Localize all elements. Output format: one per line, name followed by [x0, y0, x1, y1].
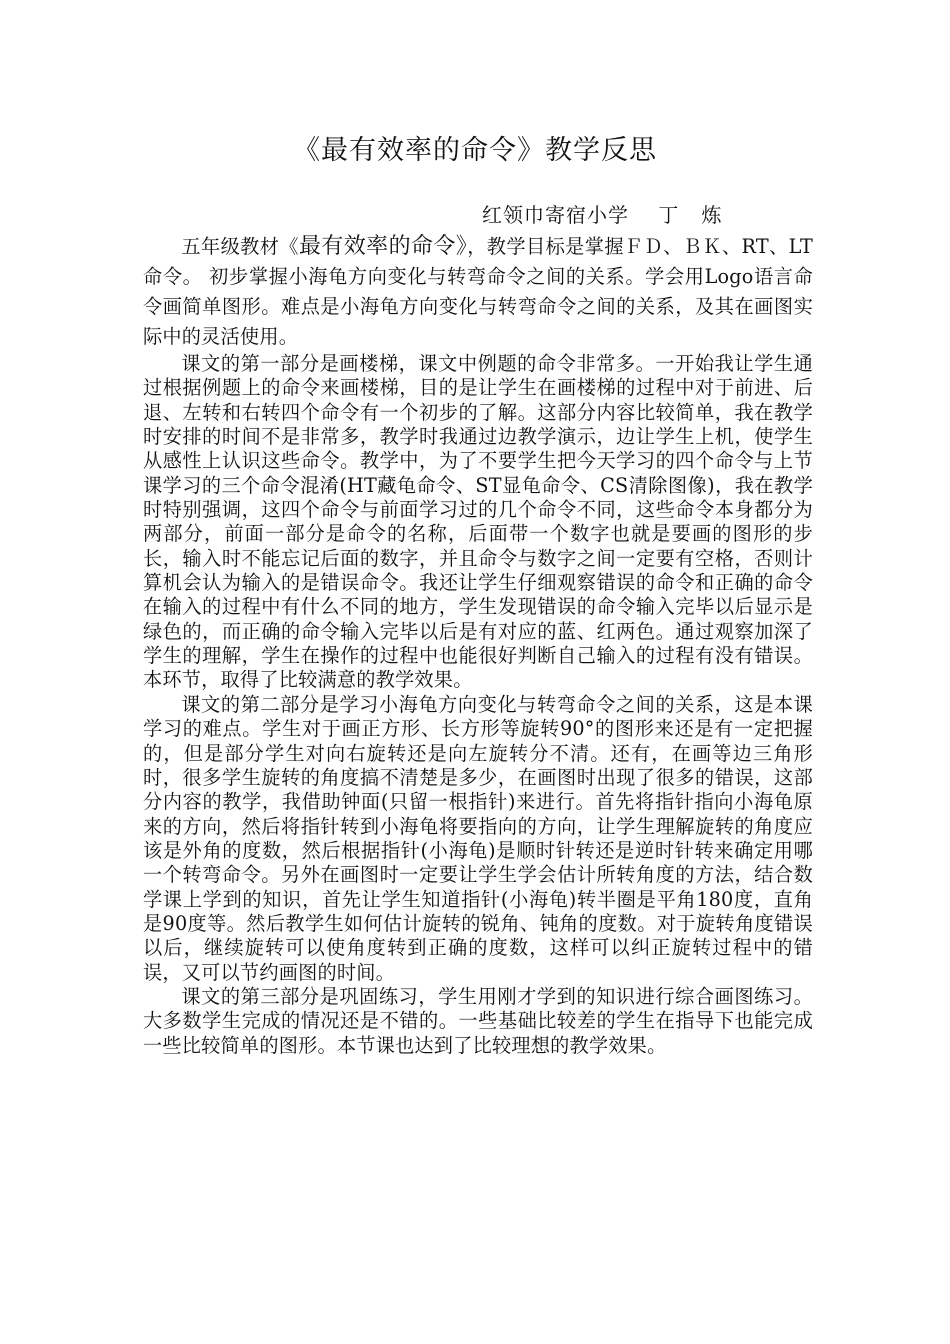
paragraph-part-two: 课文的第二部分是学习小海龟方向变化与转弯命令之间的关系，这是本课学习的难点。学生对于画正方形、长方形等旋转90°的图形来还是有一定把握的，但是部分学生对向右旋转还是向左旋转分不清。还有，在画等边三角形时，很多学生旋转的角度搞不清楚是多少，在画图时出现了很多的错误，这部分内容的教学，我借助钟面(只留一根指针)来进行。首先将指针指向小海龟原来的方向，然后将指针转到小海龟将要指向的方向，让学生理解旋转的角度应该是外角的度数，然后根据指针(小海龟)是顺时针转还是逆时针转来确定用哪一个转弯命令。另外在画图时一定要让学生学会估计所转角度的方法，结合数学课上学到的知识，首先让学生知道指针(小海龟)转半圈是平角180度，直角是90度等。然后教学生如何估计旋转的锐角、钝角的度数。对于旋转角度错误以后，继续旋转可以使角度转到正确的度数，这样可以纠正旋转过程中的错误，又可以节约画图的时间。 [143, 692, 813, 984]
paragraph-part-one: 课文的第一部分是画楼梯，课文中例题的命令非常多。一开始我让学生通过根据例题上的命令来画楼梯，目的是让学生在画楼梯的过程中对于前进、后退、左转和右转四个命令有一个初步的了解。这部分内容比较简单，我在教学时安排的时间不是非常多，教学时我通过边教学演示，边让学生上机，使学生从感性上认识这些命令。教学中，为了不要学生把今天学习的四个命令与上节课学习的三个命令混淆(HT藏龟命令、ST显龟命令、CS清除图像)，我在教学时特别强调，这四个命令与前面学习过的几个命令不同，这些命令本身都分为两部分，前面一部分是命令的名称，后面带一个数字也就是要画的图形的步长，输入时不能忘记后面的数字，并且命令与数字之间一定要有空格，否则计算机会认为输入的是错误命令。我还让学生仔细观察错误的命令和正确的命令在输入的过程中有什么不同的地方，学生发现错误的命令输入完毕以后显示是绿色的，而正确的命令输入完毕以后是有对应的蓝、红两色。通过观察加深了学生的理解，学生在操作的过程中也能很好判断自己输入的过程有没有错误。本环节，取得了比较满意的教学效果。 [143, 352, 813, 692]
document-title: 《最有效率的命令》教学反思 [293, 135, 657, 166]
document-body [143, 232, 813, 1058]
intro-emphasis: 最有效率的命令》 [298, 234, 468, 259]
paragraph-part-three: 课文的第三部分是巩固练习，学生用刚才学到的知识进行综合画图练习。大多数学生完成的情况还是不错的。一些基础比较差的学生在指导下也能完成一些比较简单的图形。本节课也达到了比较理想的教学效果。 [143, 984, 813, 1057]
intro-suffix: ，教学目标是掌握ＦＤ、ＢＫ、RT、LT 命令。 初步掌握小海龟方向变化与转弯命令之间的关系。学会用Logo语言命令画简单图形。难点是小海龟方向变化与转弯命令之间的关系，及其在画图实际中的灵活使用。 [143, 235, 813, 348]
intro-paragraph [143, 232, 813, 352]
author-line: 红领巾寄宿小学 丁 炼 [482, 203, 723, 227]
intro-prefix: 五年级教材《 [181, 235, 299, 258]
